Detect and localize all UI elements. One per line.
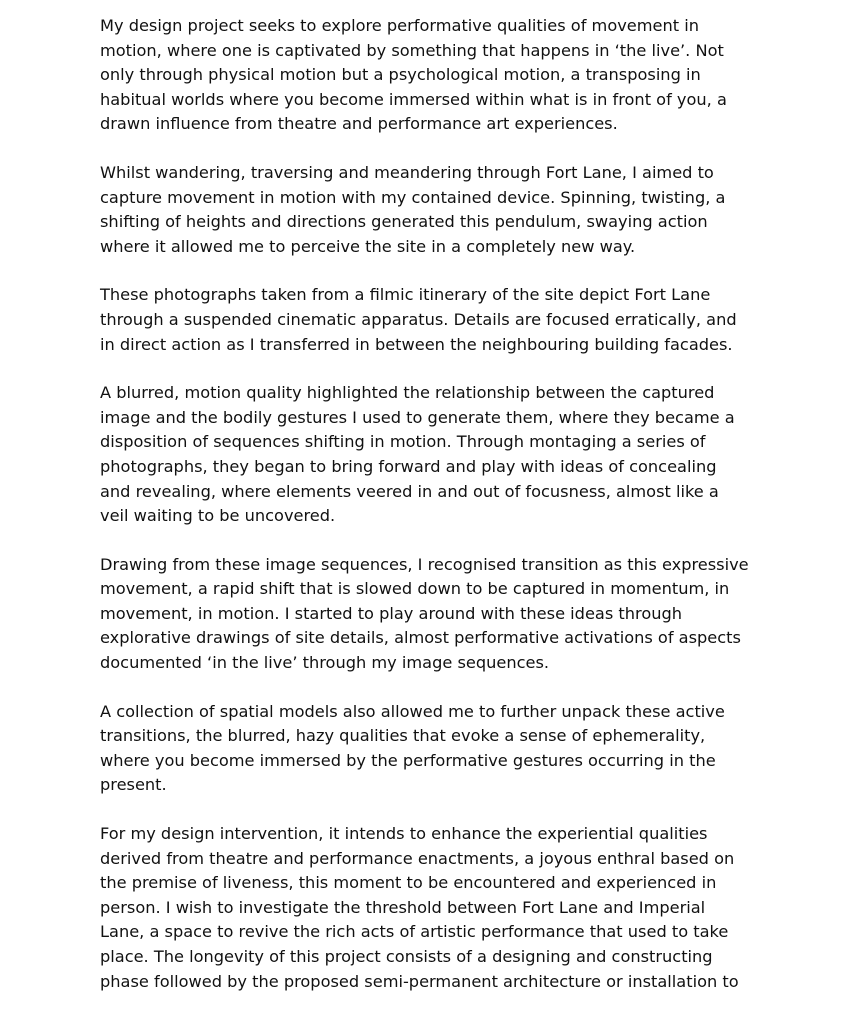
document-body	[100, 14, 800, 1018]
text-line: derived from theatre and performance enactments, a joyous enthral based on	[100, 848, 735, 868]
text-line: Whilst wandering, traversing and meandering through Fort Lane, I aimed to	[100, 162, 714, 182]
text-line: present.	[100, 775, 167, 795]
paragraph-2	[100, 161, 800, 259]
paragraph-7	[100, 822, 800, 994]
text-line: veil waiting to be uncovered.	[100, 506, 336, 526]
text-line: documented ‘in the live’ through my image sequences.	[100, 653, 550, 673]
text-line: photographs, they began to bring forward and play with ideas of concealing	[100, 456, 717, 476]
paragraph-3	[100, 283, 800, 357]
text-line: transitions, the blurred, hazy qualities that evoke a sense of ephemerality,	[100, 726, 706, 746]
text-line: where you become immersed by the performative gestures occurring in the	[100, 750, 716, 770]
text-line: shifting of heights and directions generated this pendulum, swaying action	[100, 212, 708, 232]
text-line: Drawing from these image sequences, I recognised transition as this expressive	[100, 554, 749, 574]
text-line: person. I wish to investigate the threshold between Fort Lane and Imperial	[100, 897, 706, 917]
text-line: explorative drawings of site details, almost performative activations of aspects	[100, 628, 741, 648]
paragraph-4	[100, 381, 800, 529]
paragraph-5	[100, 553, 800, 676]
text-line: motion, where one is captivated by something that happens in ‘the live’. Not	[100, 40, 724, 60]
text-line: A collection of spatial models also allowed me to further unpack these active	[100, 701, 725, 721]
text-line: the premise of liveness, this moment to be encountered and experienced in	[100, 873, 717, 893]
text-line: Lane, a space to revive the rich acts of artistic performance that used to take	[100, 922, 729, 942]
paragraph-1	[100, 14, 800, 137]
text-line: phase followed by the proposed semi-permanent architecture or installation to	[100, 971, 739, 991]
text-line: drawn influence from theatre and performance art experiences.	[100, 114, 618, 134]
text-line: disposition of sequences shifting in motion. Through montaging a series of	[100, 432, 706, 452]
paragraph-6	[100, 700, 800, 798]
text-line: My design project seeks to explore performative qualities of movement in	[100, 16, 700, 35]
text-line: movement, in motion. I started to play around with these ideas through	[100, 603, 683, 623]
text-line: habitual worlds where you become immersed within what is in front of you, a	[100, 89, 727, 109]
text-line: through a suspended cinematic apparatus. Details are focused erratically, and	[100, 309, 737, 329]
text-line: only through physical motion but a psychological motion, a transposing in	[100, 65, 701, 85]
text-line: For my design intervention, it intends to enhance the experiential qualities	[100, 824, 708, 844]
text-line: capture movement in motion with my contained device. Spinning, twisting, a	[100, 187, 726, 207]
text-line: in direct action as I transferred in between the neighbouring building facades.	[100, 334, 733, 354]
text-line: movement, a rapid shift that is slowed down to be captured in momentum, in	[100, 579, 730, 599]
text-line: image and the bodily gestures I used to generate them, where they became a	[100, 407, 735, 427]
text-line: These photographs taken from a filmic itinerary of the site depict Fort Lane	[100, 285, 711, 305]
text-line: A blurred, motion quality highlighted the relationship between the captured	[100, 383, 715, 403]
text-line: and revealing, where elements veered in and out of focusness, almost like a	[100, 481, 719, 501]
text-line: place. The longevity of this project consists of a designing and constructing	[100, 947, 713, 966]
text-line: where it allowed me to perceive the site in a completely new way.	[100, 236, 636, 256]
